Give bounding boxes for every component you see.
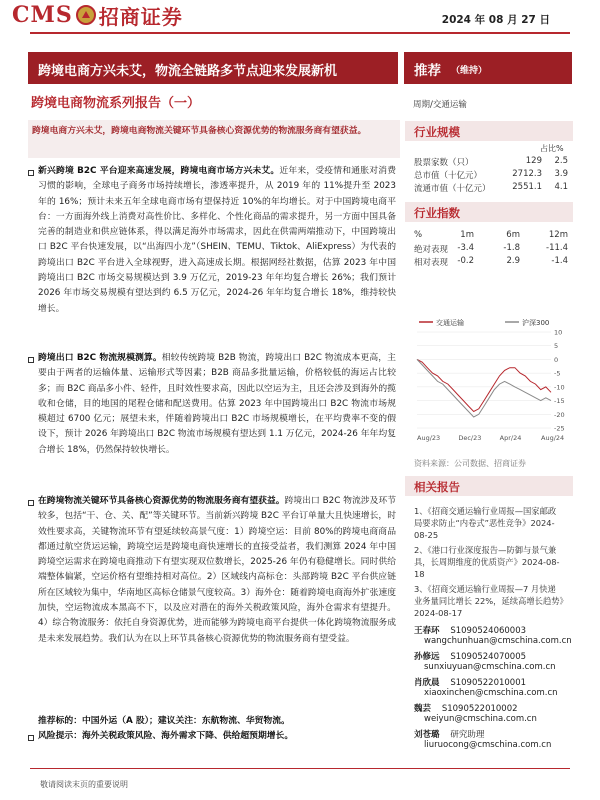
analyst-3 bbox=[414, 676, 526, 688]
related-report-3[interactable]: 3、《招商交通运输行业周报—7 月快递业务量同比增长 22%，延续高增长趋势》2024-08-17 bbox=[414, 584, 564, 618]
recommend-body: 中国外运（A 股）；建议关注：东航物流、华贸物流。 bbox=[82, 716, 290, 726]
scale-row bbox=[414, 156, 574, 168]
recommend-lead: 推荐标的： bbox=[38, 716, 82, 726]
index-col-12m: 12m bbox=[548, 230, 568, 240]
chart-legend bbox=[419, 318, 549, 327]
recommend-line bbox=[38, 714, 396, 729]
chart-series bbox=[417, 359, 551, 417]
y-tick-label: -25 bbox=[554, 424, 565, 433]
scale-label: 流通市值（十亿元） bbox=[414, 184, 491, 194]
index-value: 2.9 bbox=[506, 256, 520, 266]
index-section-title bbox=[405, 202, 573, 222]
analyst-name: 肖欣晨 bbox=[414, 678, 440, 688]
index-label: 绝对表现 bbox=[414, 245, 449, 255]
y-tick-label: -10 bbox=[554, 383, 565, 392]
industry-label: 周期/交通运输 bbox=[413, 100, 467, 110]
scale-value: 2712.3 bbox=[512, 169, 542, 179]
company-logo bbox=[12, 1, 183, 29]
report-title-banner bbox=[28, 52, 398, 84]
page-header bbox=[0, 0, 600, 34]
related-report-1[interactable]: 1、《招商交通运输行业周报—国家邮政局要求防止“内卷式”恶性竞争》2024-08-25 bbox=[414, 506, 557, 540]
related-title: 相关报告 bbox=[414, 480, 460, 494]
scale-value: 129 bbox=[525, 156, 542, 166]
series-line-transport bbox=[417, 359, 551, 411]
analyst-name: 刘苍璐 bbox=[414, 730, 440, 740]
analyst-5 bbox=[414, 728, 484, 740]
y-tick-label: 10 bbox=[554, 328, 563, 337]
related-report-2[interactable]: 2、《港口行业深度报告—防御与景气兼具，长周期维度的优质资产》2024-08-18 bbox=[414, 545, 560, 579]
paragraph-lead: 在跨境物流关键环节具备核心资源优势的物流服务商有望获益。 bbox=[38, 496, 285, 506]
analyst-id: S1090522010001 bbox=[450, 678, 527, 688]
chart-source: 资料来源：公司数据、招商证券 bbox=[414, 459, 526, 468]
analyst-1-email[interactable]: wangchunhuan@cmschina.com.cn bbox=[424, 636, 572, 646]
intro-summary bbox=[28, 120, 400, 158]
footer-note: 敬请阅读末页的重要说明 bbox=[40, 780, 128, 789]
x-tick-label: Aug/23 bbox=[417, 434, 441, 442]
analyst-id: S1090522010002 bbox=[441, 704, 518, 714]
index-value: -1.4 bbox=[551, 256, 568, 266]
x-tick-label: Apr/24 bbox=[499, 434, 522, 442]
risk-lead: 风险提示： bbox=[38, 731, 82, 741]
analyst-2 bbox=[414, 650, 526, 662]
y-tick-label: -20 bbox=[554, 410, 565, 419]
analyst-name: 魏芸 bbox=[414, 704, 432, 714]
rating-sub: （维持） bbox=[451, 66, 488, 76]
analyst-id: S1090524070005 bbox=[450, 652, 527, 662]
analyst-2-email[interactable]: sunxiuyuan@cmschina.com.cn bbox=[424, 662, 556, 672]
bullet-square-icon bbox=[28, 170, 34, 176]
index-value: -1.8 bbox=[503, 243, 520, 253]
paragraph-lead: 新兴跨境 B2C 平台迎来高速发展，跨境电商市场方兴未艾。 bbox=[38, 166, 280, 176]
x-tick-label: Dec/23 bbox=[458, 434, 482, 442]
paragraph-body: 近年来，受疫情和通胀对消费习惯的影响，全球电子商务市场持续增长，渗透率提升，从 2019 年的 11%提升至 2023 年的 16%；预计未来五年全球电商市场有望保持近 10%的年均增长。对于中国跨境电商平台：一方面海外线上消费对高性价比、多样化、个性化商品的需求提升，另一方面中国具备完善的制造业和供应链体系，得以满足海外市场需求，因此在供需两端推动下，中国跨境出口 B2C 平台快速发展，以“出海四小龙”（SHEIN、TEMU、Tiktok、AliExpress）为代表的跨境出口 B2C 平台进入全球视野，进入高速成长期。根据网经社数据，估算 2023 年中国跨境出口 B2C 市场交易规模达到 3.9 万亿元，2019-23 年年均复合增长 26%；我们预计 2026 年市场交易规模有望达到约 6.5 万亿元，2024-26 年年均复合增长 18%，维持较快增长。 bbox=[38, 166, 396, 314]
analyst-5-email[interactable]: liuruocong@cmschina.com.cn bbox=[424, 740, 552, 750]
paragraph-platform bbox=[38, 164, 396, 317]
paragraph-lead: 跨境出口 B2C 物流规模测算。 bbox=[38, 353, 162, 363]
y-tick-label: -5 bbox=[554, 369, 561, 378]
index-row bbox=[414, 256, 574, 268]
risk-line bbox=[38, 729, 396, 744]
scale-label: 总市值（十亿元） bbox=[414, 171, 483, 181]
index-label: 相对表现 bbox=[414, 258, 449, 268]
index-unit: % bbox=[414, 230, 423, 240]
analyst-1 bbox=[414, 624, 526, 636]
share-header: 占比% bbox=[540, 144, 564, 153]
y-tick-label: 0 bbox=[554, 355, 559, 364]
index-title: 行业指数 bbox=[414, 206, 460, 220]
logo-cn-text: 招商证券 bbox=[98, 4, 183, 29]
bullet-square-icon bbox=[28, 357, 34, 363]
y-tick-label: 5 bbox=[554, 342, 559, 351]
report-title: 跨境电商方兴未艾，物流全链路多节点迎来发展新机 bbox=[38, 64, 338, 79]
index-col-6m: 6m bbox=[506, 230, 520, 240]
index-value: -0.2 bbox=[457, 256, 474, 266]
paragraph-beneficiaries bbox=[38, 494, 396, 647]
scale-row bbox=[414, 182, 574, 194]
scale-value: 2551.1 bbox=[512, 182, 542, 192]
index-value: -11.4 bbox=[546, 243, 568, 253]
report-date: 2024 年 08 月 27 日 bbox=[441, 14, 550, 26]
index-value: -3.4 bbox=[457, 243, 474, 253]
scale-row bbox=[414, 169, 574, 181]
rating-box bbox=[404, 52, 572, 84]
index-header-row bbox=[414, 230, 574, 242]
index-row bbox=[414, 243, 574, 255]
scale-pct: 2.5 bbox=[554, 156, 568, 166]
related-section-title bbox=[405, 476, 573, 496]
logo-emblem-icon bbox=[76, 5, 96, 25]
analyst-3-email[interactable]: xiaoxinchen@cmschina.com.cn bbox=[424, 688, 558, 698]
analyst-id: 研究助理 bbox=[450, 730, 485, 740]
report-subtitle: 跨境电商物流系列报告（一） bbox=[31, 96, 201, 111]
logo-cms-text: CMS bbox=[12, 2, 73, 28]
analyst-name: 孙修远 bbox=[414, 652, 440, 662]
scale-pct: 3.9 bbox=[554, 169, 568, 179]
chart-x-ticks bbox=[417, 434, 564, 442]
chart-grid bbox=[417, 332, 551, 428]
paragraph-body: 相较传统跨境 B2B 物流，跨境出口 B2C 物流成本更高，主要由于两者的运输体量、运输形式等因素；B2B 商品多批量运输，价格较低的海运占比较多；而 B2C 商品多小件、轻件，且时效性要求高，因此以空运为主，且还会涉及到海外的揽收和仓储，目的地国的尾程仓储和配送费用。估算 2023 年中国跨境出口 B2C 物流市场规模超过 6700 亿元；展望未来，伴随着跨境出口 B2C 市场规模增长，在平均费率不变的假设下，预计 2026 年跨境出口 B2C 物流市场规模有望达到 1.1 万亿元，2024-26 年年均复合增长 18%，仍然保持较快增长。 bbox=[38, 353, 396, 455]
risk-body: 海外关税政策风险、海外需求下降、供给超预期增长。 bbox=[82, 731, 294, 741]
scale-title: 行业规模 bbox=[414, 125, 460, 139]
bullet-square-icon bbox=[28, 735, 34, 741]
y-tick-label: -15 bbox=[554, 397, 565, 406]
index-line-chart bbox=[405, 318, 573, 443]
rating-label: 推荐 bbox=[414, 63, 441, 79]
intro-text: 跨境电商方兴未艾，跨境电商物流关键环节具备核心资源优势的物流服务商有望获益。 bbox=[32, 126, 367, 136]
series-line-hs300 bbox=[417, 359, 551, 417]
footer-divider bbox=[30, 768, 570, 769]
chart-y-ticks bbox=[554, 329, 565, 433]
scale-pct: 4.1 bbox=[554, 182, 568, 192]
analyst-4-email[interactable]: weiyun@cmschina.com.cn bbox=[424, 714, 537, 724]
legend-label-hs300: 沪深300 bbox=[522, 319, 550, 327]
paragraph-body: 跨境出口 B2C 物流涉及环节较多，包括“干、仓、关、配”等关键环节。当前新兴跨境 B2C 平台订单量大且快速增长，时效性要求高，关键物流环节有望延续较高景气度：1）跨境空运：目前 80%的跨境电商商品都通过航空货运运输，跨境空运是跨境电商快速增长的直接受益者，我们测算 2024 年中国跨境空运需求在跨境电商推动下有望实现双位数增长，2025-26 年仍有稳健增长。同时供给端整体偏紧，空运价格有望维持相对高位。2）区域线内高标仓：头部跨境 B2C 平台供应链所在区域较为集中，华南地区高标仓储景气度较高。3）海外仓：随着跨境电商海外扩张速度加快，空运物流成本黑高不下，以及应对潜在的海外关税政策风险，海外仓需求有望提升。4）综合物流服务：依托自身资源优势，进而能够为跨境电商平台提供一体化跨境物流服务成是未来发展趋势。我们认为在以上环节具备核心资源优势的物流服务商有望受益。 bbox=[38, 496, 396, 644]
legend-label-transport: 交通运输 bbox=[436, 319, 464, 327]
header-divider bbox=[30, 32, 570, 34]
analyst-id: S1090524060003 bbox=[450, 626, 527, 636]
analyst-4 bbox=[414, 702, 518, 714]
x-tick-label: Aug/24 bbox=[541, 434, 565, 442]
analyst-name: 王春环 bbox=[414, 626, 440, 636]
bullet-square-icon bbox=[28, 500, 34, 506]
scale-label: 股票家数（只） bbox=[414, 158, 474, 168]
index-col-1m: 1m bbox=[460, 230, 474, 240]
paragraph-logistics-size bbox=[38, 351, 396, 458]
scale-section-title bbox=[405, 121, 573, 141]
